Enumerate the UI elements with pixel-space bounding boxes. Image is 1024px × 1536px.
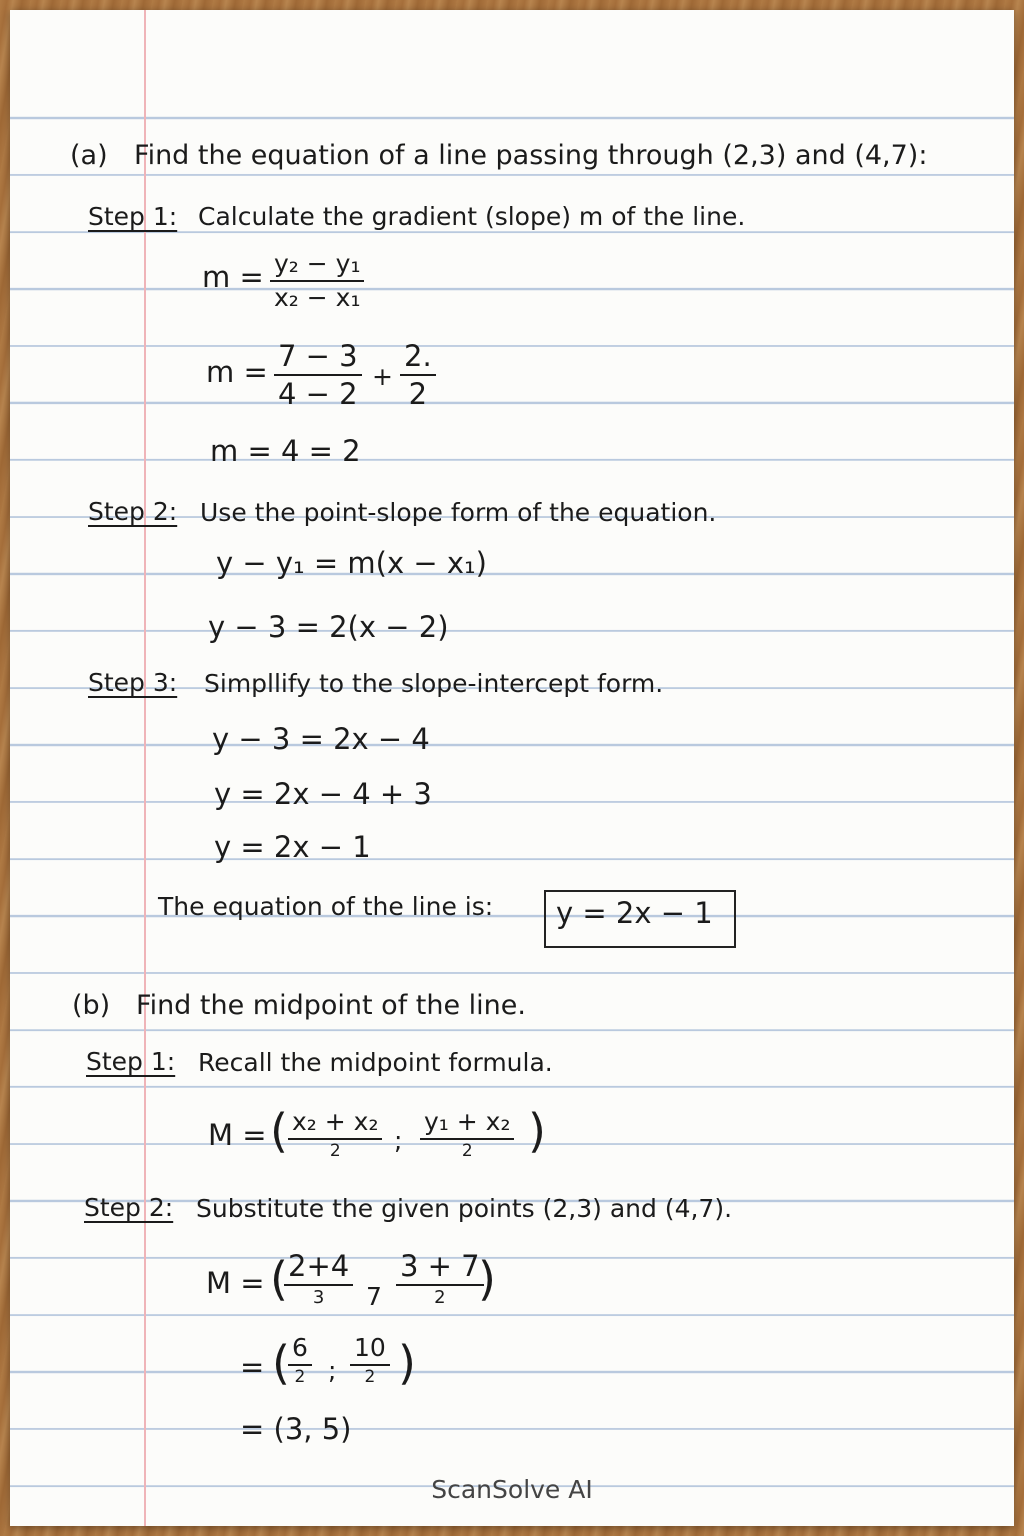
midpoint-simplified-x-fraction <box>288 1334 312 1387</box>
simplify-line-2: y = 2x − 4 + 3 <box>214 777 432 811</box>
midpoint-formula-open-paren: ( <box>270 1104 288 1158</box>
midpoint-simplified-x-numerator: 6 <box>288 1334 312 1366</box>
gradient-plus-sign: + <box>372 362 393 391</box>
part-a-step1-label: Step 1: <box>88 202 178 231</box>
midpoint-formula-x-numerator: x₂ + x₂ <box>288 1108 382 1140</box>
midpoint-formula-y-fraction <box>420 1108 514 1161</box>
midpoint-substitution-open-paren: ( <box>270 1252 288 1306</box>
midpoint-substitution-x-numerator: 2+4 <box>284 1250 353 1286</box>
simplify-line-3: y = 2x − 1 <box>214 830 371 864</box>
gradient-substitution-fraction <box>274 340 362 412</box>
midpoint-formula-close-paren: ) <box>528 1104 546 1158</box>
midpoint-result: = (3, 5) <box>240 1412 352 1446</box>
midpoint-formula-lhs: M = <box>208 1118 267 1152</box>
gradient-formula-numerator: y₂ − y₁ <box>270 250 364 282</box>
part-a-conclusion: The equation of the line is: <box>158 892 494 921</box>
midpoint-substitution-y-denominator: 2 <box>434 1287 446 1309</box>
midpoint-simplified-y-numerator: 10 <box>350 1334 390 1366</box>
margin-line <box>144 10 146 1526</box>
part-a-label: (a) <box>70 140 108 171</box>
part-b-step2-label: Step 2: <box>84 1193 174 1222</box>
gradient-formula-fraction <box>270 250 364 313</box>
gradient-extra-denominator: 2 <box>408 377 428 412</box>
gradient-formula-lhs: m = <box>202 260 264 294</box>
midpoint-simplified-y-fraction <box>350 1334 390 1387</box>
part-a-step3-label: Step 3: <box>88 668 178 697</box>
midpoint-formula-separator: ; <box>394 1126 403 1155</box>
part-b-label: (b) <box>72 990 111 1021</box>
paper-header-blank <box>10 10 1014 115</box>
gradient-result: m = 4 = 2 <box>210 434 361 468</box>
point-slope-substituted: y − 3 = 2(x − 2) <box>208 610 449 644</box>
midpoint-simplified-separator: ; <box>328 1356 337 1385</box>
midpoint-substitution-x-fraction <box>284 1250 353 1309</box>
point-slope-formula: y − y₁ = m(x − x₁) <box>216 546 487 580</box>
midpoint-simplified-x-denominator: 2 <box>294 1366 306 1387</box>
part-a-question: Find the equation of a line passing through (2,3) and (4,7): <box>134 140 928 171</box>
gradient-extra-numerator: 2. <box>400 340 436 376</box>
gradient-substitution-denominator: 4 − 2 <box>278 377 358 412</box>
midpoint-simplified-y-denominator: 2 <box>364 1366 376 1387</box>
midpoint-substitution-y-fraction <box>396 1250 484 1309</box>
midpoint-substitution-x-denominator: 3 <box>312 1287 325 1309</box>
midpoint-substitution-close-paren: ) <box>478 1252 496 1306</box>
midpoint-substitution-y-numerator: 3 + 7 <box>396 1250 484 1286</box>
part-a-step3-text: Simpllify to the slope-intercept form. <box>204 669 664 698</box>
part-b-question: Find the midpoint of the line. <box>136 990 526 1021</box>
gradient-substitution-lhs: m = <box>206 355 268 389</box>
gradient-substitution-numerator: 7 − 3 <box>274 340 362 376</box>
midpoint-simplified-open-paren: ( <box>272 1336 290 1390</box>
part-b-step2-text: Substitute the given points (2,3) and (4,7). <box>196 1194 733 1223</box>
part-b-step1-label: Step 1: <box>86 1047 176 1076</box>
part-b-step1-text: Recall the midpoint formula. <box>198 1048 553 1077</box>
notebook-paper <box>10 10 1014 1526</box>
part-a-step2-label: Step 2: <box>88 497 178 526</box>
midpoint-formula-x-denominator: 2 <box>329 1140 341 1161</box>
gradient-extra-fraction <box>400 340 436 412</box>
midpoint-formula-y-numerator: y₁ + x₂ <box>420 1108 514 1140</box>
midpoint-formula-y-denominator: 2 <box>461 1140 473 1161</box>
midpoint-substitution-lhs: M = <box>206 1266 265 1300</box>
midpoint-simplified-close-paren: ) <box>398 1336 416 1390</box>
part-a-answer: y = 2x − 1 <box>556 896 713 930</box>
part-a-step2-text: Use the point-slope form of the equation. <box>200 498 717 527</box>
midpoint-simplified-lhs: = <box>240 1350 265 1384</box>
simplify-line-1: y − 3 = 2x − 4 <box>212 722 430 756</box>
part-a-step1-text: Calculate the gradient (slope) m of the line. <box>198 202 746 231</box>
midpoint-substitution-separator: 7 <box>366 1282 382 1311</box>
gradient-formula-denominator: x₂ − x₁ <box>274 282 361 312</box>
scansolve-watermark: ScanSolve AI <box>431 1475 593 1504</box>
midpoint-formula-x-fraction <box>288 1108 382 1161</box>
